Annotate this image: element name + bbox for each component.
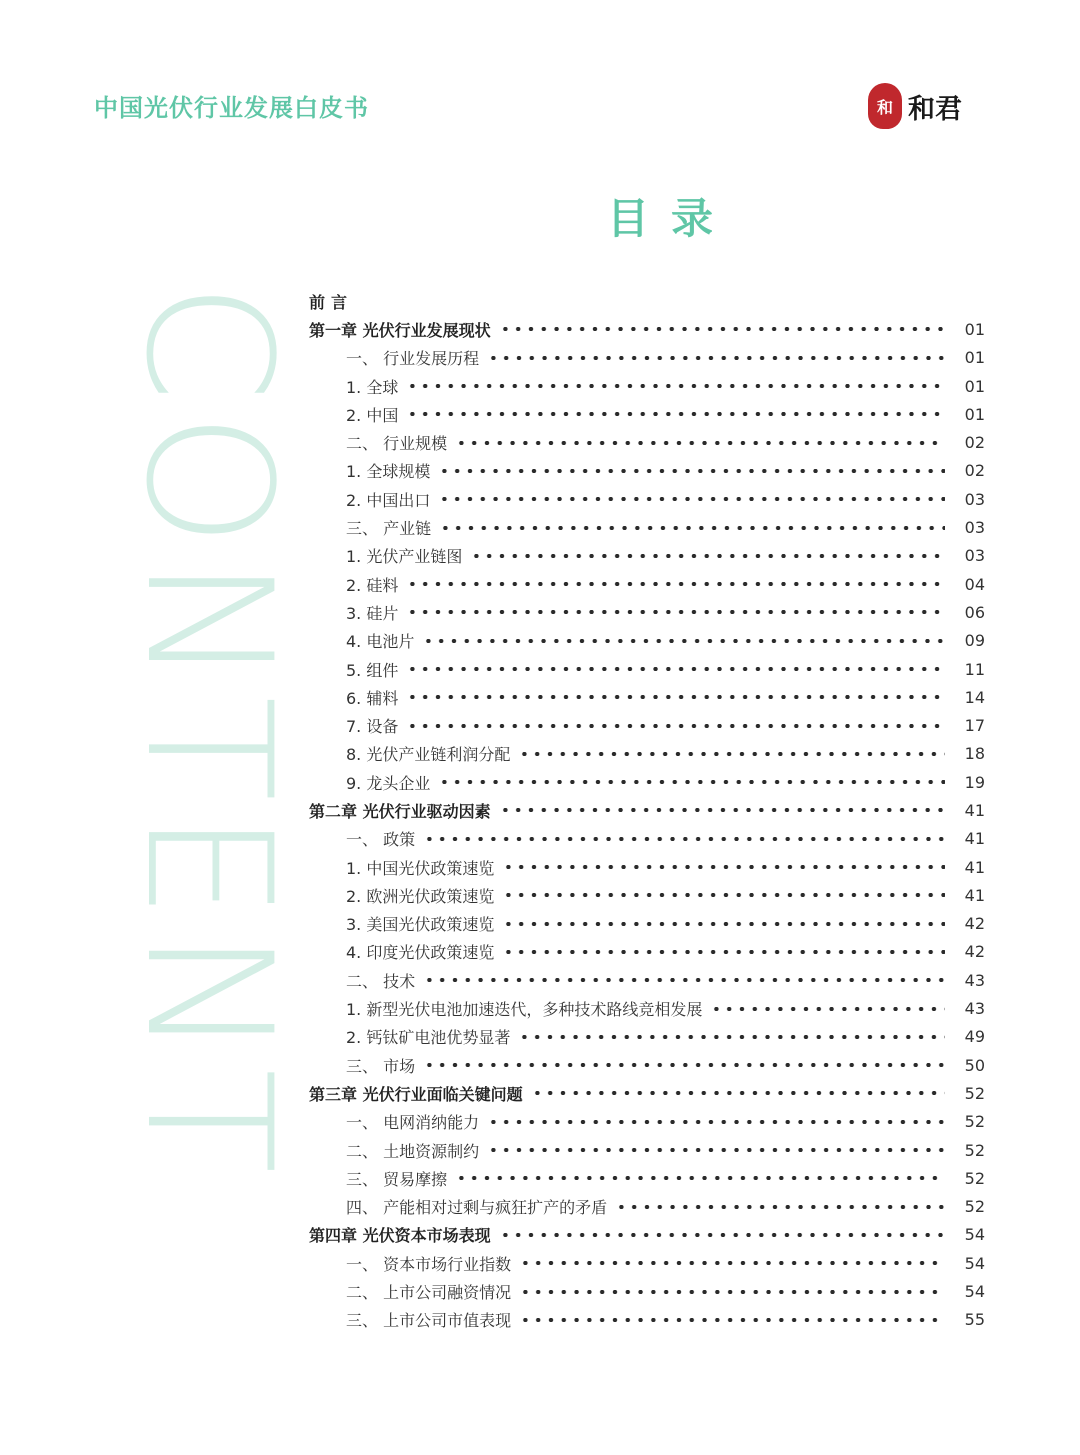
toc-entry-item xyxy=(309,1023,985,1051)
toc-entry-label: 9. 龙头企业 xyxy=(346,771,432,794)
dot-leader xyxy=(423,837,945,841)
dot-leader xyxy=(406,695,945,699)
toc-page-number: 43 xyxy=(964,999,985,1019)
seal-icon: 和 xyxy=(868,83,902,129)
toc-entry-item xyxy=(309,627,985,655)
toc-entry-chapter xyxy=(309,1221,985,1249)
toc-entry-label: 一、 行业发展历程 xyxy=(346,346,481,369)
dot-leader xyxy=(455,441,945,445)
toc-page-number: 03 xyxy=(964,518,985,538)
toc-page-number: 03 xyxy=(964,489,985,509)
brand-logo xyxy=(868,80,962,132)
dot-leader xyxy=(455,1176,945,1180)
toc-entry-label: 5. 组件 xyxy=(346,658,400,681)
toc-entry-section xyxy=(309,428,985,456)
toc-entry-label: 二、 上市公司融资情况 xyxy=(346,1280,513,1303)
toc-entry-label: 3. 硅片 xyxy=(346,601,400,624)
watermark-text: CONTENT xyxy=(108,282,309,1184)
toc-entry-item xyxy=(309,994,985,1022)
toc-entry-item xyxy=(309,881,985,909)
toc-entry-section xyxy=(309,966,985,994)
dot-leader xyxy=(423,978,945,982)
toc-entry-section xyxy=(309,1108,985,1136)
toc-entry-label: 三、 产业链 xyxy=(346,516,433,539)
dot-leader xyxy=(423,1063,945,1067)
toc-page-number: 54 xyxy=(964,1282,985,1302)
toc-entry-section xyxy=(309,1277,985,1305)
toc-page-number: 52 xyxy=(964,1197,985,1217)
toc-entry-item xyxy=(309,655,985,683)
toc-page-number: 52 xyxy=(964,1140,985,1160)
dot-leader xyxy=(518,1035,945,1039)
dot-leader xyxy=(487,1120,945,1124)
toc-entry-chapter xyxy=(309,1079,985,1107)
dot-leader xyxy=(406,384,945,388)
toc-entry-section xyxy=(309,1306,985,1334)
toc-entry-label: 第三章 光伏行业面临关键问题 xyxy=(309,1082,525,1105)
toc-page-number: 01 xyxy=(964,348,985,368)
toc-entry-label: 4. 印度光伏政策速览 xyxy=(346,940,496,963)
toc-entry-preface xyxy=(309,287,985,315)
toc-entry-label: 四、 产能相对过剩与疯狂扩产的矛盾 xyxy=(346,1195,609,1218)
dot-leader xyxy=(518,752,945,756)
toc-entry-label: 2. 中国出口 xyxy=(346,488,432,511)
toc-page-number: 52 xyxy=(964,1168,985,1188)
toc-page-number: 41 xyxy=(964,857,985,877)
toc-page-number: 17 xyxy=(964,716,985,736)
toc-entry-label: 三、 贸易摩擦 xyxy=(346,1167,449,1190)
toc-page-number: 55 xyxy=(964,1310,985,1330)
toc-entry-label: 第二章 光伏行业驱动因素 xyxy=(309,799,493,822)
toc-entry-label: 第四章 光伏资本市场表现 xyxy=(309,1223,493,1246)
toc-entry-label: 8. 光伏产业链利润分配 xyxy=(346,742,512,765)
toc-entry-label: 1. 新型光伏电池加速迭代，多种技术路线竞相发展 xyxy=(346,997,704,1020)
toc-entry-item xyxy=(309,570,985,598)
toc-entry-label: 7. 设备 xyxy=(346,714,400,737)
toc-entry-label: 二、 行业规模 xyxy=(346,431,449,454)
toc-entry-item xyxy=(309,740,985,768)
toc-heading: 目录 xyxy=(606,194,735,243)
toc-page-number: 01 xyxy=(964,319,985,339)
toc-entry-section xyxy=(309,1136,985,1164)
toc-entry-item xyxy=(309,598,985,626)
toc-entry-label: 一、 资本市场行业指数 xyxy=(346,1252,513,1275)
dot-leader xyxy=(487,1148,945,1152)
dot-leader xyxy=(519,1261,945,1265)
toc-entry-section xyxy=(309,1164,985,1192)
dot-leader xyxy=(710,1007,945,1011)
dot-leader xyxy=(470,554,945,558)
toc-page-number: 01 xyxy=(964,376,985,396)
toc-entry-label: 二、 土地资源制约 xyxy=(346,1139,481,1162)
toc-entry-chapter xyxy=(309,315,985,343)
toc-page-number: 18 xyxy=(964,744,985,764)
toc-entry-label: 第一章 光伏行业发展现状 xyxy=(309,318,493,341)
dot-leader xyxy=(438,469,945,473)
toc-entry-item xyxy=(309,485,985,513)
dot-leader xyxy=(406,667,945,671)
toc-entry-item xyxy=(309,853,985,881)
document-title: 中国光伏行业发展白皮书 xyxy=(94,94,369,122)
toc-entry-section xyxy=(309,513,985,541)
toc-page-number: 04 xyxy=(964,574,985,594)
toc-entry-label: 1. 光伏产业链图 xyxy=(346,544,464,567)
toc-page-number: 01 xyxy=(964,404,985,424)
toc-entry-chapter xyxy=(309,796,985,824)
toc-page-number: 03 xyxy=(964,546,985,566)
toc-entry-label: 4. 电池片 xyxy=(346,629,416,652)
toc-entry-label: 2. 钙钛矿电池优势显著 xyxy=(346,1025,512,1048)
toc-entry-label: 二、 技术 xyxy=(346,969,417,992)
dot-leader xyxy=(499,327,945,331)
dot-leader xyxy=(438,780,945,784)
dot-leader xyxy=(422,639,945,643)
dot-leader xyxy=(406,412,945,416)
toc-entry-item xyxy=(309,711,985,739)
toc-page-number: 49 xyxy=(964,1027,985,1047)
toc-entry-item xyxy=(309,400,985,428)
toc-page-number: 19 xyxy=(964,772,985,792)
toc-entry-item xyxy=(309,768,985,796)
dot-leader xyxy=(487,356,945,360)
dot-leader xyxy=(499,1233,945,1237)
toc-entry-label: 三、 上市公司市值表现 xyxy=(346,1308,513,1331)
toc-entry-section xyxy=(309,344,985,372)
toc-entry-label: 6. 辅料 xyxy=(346,686,400,709)
toc-entry-label: 1. 全球 xyxy=(346,375,400,398)
dot-leader xyxy=(502,950,945,954)
toc-entry-item xyxy=(309,683,985,711)
toc-entry-label: 2. 欧洲光伏政策速览 xyxy=(346,884,496,907)
toc-page-number: 43 xyxy=(964,970,985,990)
toc-page-number: 52 xyxy=(964,1112,985,1132)
toc-page-number: 41 xyxy=(964,885,985,905)
toc-page-number: 54 xyxy=(964,1225,985,1245)
toc-entry-section xyxy=(309,1249,985,1277)
toc-page-number: 09 xyxy=(964,631,985,651)
toc-entry-item xyxy=(309,910,985,938)
toc-entry-item xyxy=(309,938,985,966)
logo-text: 和君 xyxy=(908,93,962,125)
toc-entry-item xyxy=(309,457,985,485)
toc-entry-section xyxy=(309,825,985,853)
toc-entry-label: 1. 中国光伏政策速览 xyxy=(346,856,496,879)
toc-page-number: 02 xyxy=(964,461,985,481)
toc-page-number: 42 xyxy=(964,942,985,962)
toc-entry-label: 一、 政策 xyxy=(346,827,417,850)
toc-entry-item xyxy=(309,542,985,570)
dot-leader xyxy=(406,582,945,586)
toc-entry-section xyxy=(309,1193,985,1221)
toc-page-number: 14 xyxy=(964,687,985,707)
content-watermark xyxy=(108,282,309,1327)
dot-leader xyxy=(519,1290,945,1294)
toc-entry-item xyxy=(309,372,985,400)
toc-page-number: 11 xyxy=(964,659,985,679)
dot-leader xyxy=(499,808,945,812)
dot-leader xyxy=(502,922,945,926)
toc-page-number: 41 xyxy=(964,800,985,820)
toc-entry-label: 2. 中国 xyxy=(346,403,400,426)
dot-leader xyxy=(502,865,945,869)
dot-leader xyxy=(406,610,945,614)
toc-entry-label: 三、 市场 xyxy=(346,1054,417,1077)
toc-page-number: 02 xyxy=(964,433,985,453)
toc-page-number: 42 xyxy=(964,914,985,934)
toc-page-number: 06 xyxy=(964,602,985,622)
toc-page-number: 50 xyxy=(964,1055,985,1075)
toc-page-number: 54 xyxy=(964,1253,985,1273)
dot-leader xyxy=(406,724,945,728)
toc-page-number: 41 xyxy=(964,829,985,849)
toc-entry-label: 前言 xyxy=(309,290,355,313)
dot-leader xyxy=(615,1205,945,1209)
toc-entry-label: 一、 电网消纳能力 xyxy=(346,1110,481,1133)
toc-page-number: 52 xyxy=(964,1083,985,1103)
dot-leader xyxy=(438,497,945,501)
toc-entry-label: 2. 硅料 xyxy=(346,573,400,596)
table-of-contents xyxy=(309,287,985,1334)
dot-leader xyxy=(519,1318,945,1322)
toc-entry-label: 1. 全球规模 xyxy=(346,459,432,482)
toc-entry-label: 3. 美国光伏政策速览 xyxy=(346,912,496,935)
dot-leader xyxy=(531,1091,945,1095)
dot-leader xyxy=(439,526,945,530)
toc-entry-section xyxy=(309,1051,985,1079)
dot-leader xyxy=(502,893,945,897)
